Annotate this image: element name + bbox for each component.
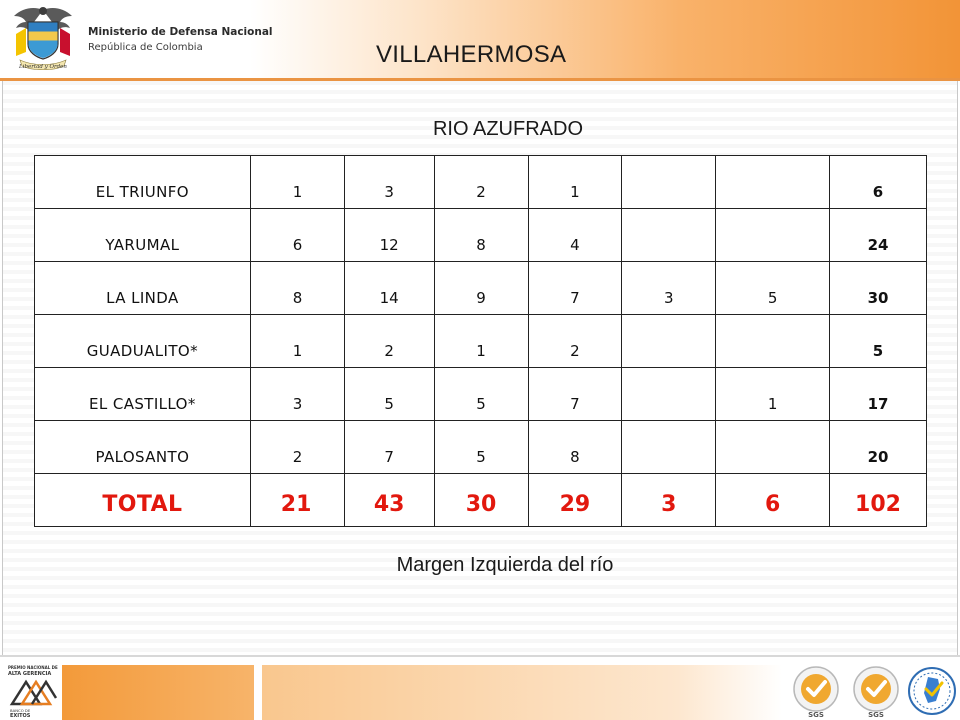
- row-total: 5: [830, 315, 927, 368]
- total-label: TOTAL: [35, 474, 251, 527]
- table-row: [35, 156, 927, 209]
- award-line-1: PREMIO NACIONAL DE: [8, 665, 58, 670]
- row-value: 12: [344, 209, 434, 262]
- row-value: [622, 315, 716, 368]
- table-row: [35, 209, 927, 262]
- row-value: [716, 315, 830, 368]
- row-value: 3: [622, 262, 716, 315]
- cert-label: SGS: [868, 711, 884, 719]
- row-value: 5: [716, 262, 830, 315]
- row-value: 8: [250, 262, 344, 315]
- row-total: 24: [830, 209, 927, 262]
- row-value: 1: [250, 156, 344, 209]
- total-value: 30: [434, 474, 528, 527]
- award-logo-icon: [6, 660, 60, 718]
- colombia-map-seal-icon: [906, 663, 958, 719]
- page-title: VILLAHERMOSA: [376, 41, 567, 68]
- colombia-crest-icon: [10, 4, 76, 74]
- data-table: [34, 155, 927, 527]
- crest-motto: Libertad y Orden: [19, 64, 67, 70]
- row-value: [622, 209, 716, 262]
- row-value: 2: [434, 156, 528, 209]
- footer-gradient-block: [262, 665, 782, 720]
- row-value: 1: [528, 156, 622, 209]
- row-name: GUADUALITO*: [35, 315, 251, 368]
- row-value: 5: [344, 368, 434, 421]
- row-value: [622, 368, 716, 421]
- table-title: RIO AZUFRADO: [432, 118, 583, 140]
- total-value: 21: [250, 474, 344, 527]
- sgs-certification-icon: [788, 663, 844, 719]
- row-value: 1: [250, 315, 344, 368]
- table-row: [35, 421, 927, 474]
- total-value: 29: [528, 474, 622, 527]
- footer-divider: [0, 655, 960, 657]
- row-name: LA LINDA: [35, 262, 251, 315]
- row-value: 9: [434, 262, 528, 315]
- row-value: 5: [434, 421, 528, 474]
- row-value: 6: [250, 209, 344, 262]
- row-value: 2: [250, 421, 344, 474]
- row-value: 8: [528, 421, 622, 474]
- award-line-3: BANCO DE: [10, 708, 31, 713]
- row-value: 1: [434, 315, 528, 368]
- row-value: [622, 421, 716, 474]
- row-name: YARUMAL: [35, 209, 251, 262]
- ministry-name: Ministerio de Defensa Nacional: [88, 26, 273, 38]
- row-value: 14: [344, 262, 434, 315]
- row-total: 20: [830, 421, 927, 474]
- row-name: PALOSANTO: [35, 421, 251, 474]
- total-value: 6: [716, 474, 830, 527]
- total-value: 43: [344, 474, 434, 527]
- row-value: 4: [528, 209, 622, 262]
- table-row: [35, 262, 927, 315]
- row-value: 1: [716, 368, 830, 421]
- row-value: 2: [528, 315, 622, 368]
- row-value: [716, 156, 830, 209]
- row-total: 17: [830, 368, 927, 421]
- row-total: 30: [830, 262, 927, 315]
- sgs-certification-icon: [848, 663, 904, 719]
- row-value: [622, 156, 716, 209]
- row-value: [716, 209, 830, 262]
- row-value: 2: [344, 315, 434, 368]
- row-value: 7: [344, 421, 434, 474]
- award-line-4: EXITOS: [10, 713, 31, 718]
- cert-label: SGS: [808, 711, 824, 719]
- row-name: EL CASTILLO*: [35, 368, 251, 421]
- award-line-2: ALTA GERENCIA: [8, 671, 52, 677]
- row-value: 5: [434, 368, 528, 421]
- footer-accent-block: [62, 665, 254, 720]
- table-row: [35, 368, 927, 421]
- republic-name: República de Colombia: [88, 42, 203, 53]
- row-value: [716, 421, 830, 474]
- total-value: 3: [622, 474, 716, 527]
- row-value: 3: [344, 156, 434, 209]
- grand-total: 102: [830, 474, 927, 527]
- table-total-row: [35, 474, 927, 527]
- header-bar: [0, 0, 960, 78]
- row-value: 3: [250, 368, 344, 421]
- table-row: [35, 315, 927, 368]
- footer-bar: [0, 655, 960, 720]
- row-name: EL TRIUNFO: [35, 156, 251, 209]
- row-value: 8: [434, 209, 528, 262]
- row-value: 7: [528, 262, 622, 315]
- row-value: 7: [528, 368, 622, 421]
- row-total: 6: [830, 156, 927, 209]
- table-caption: Margen Izquierda del río: [396, 554, 614, 576]
